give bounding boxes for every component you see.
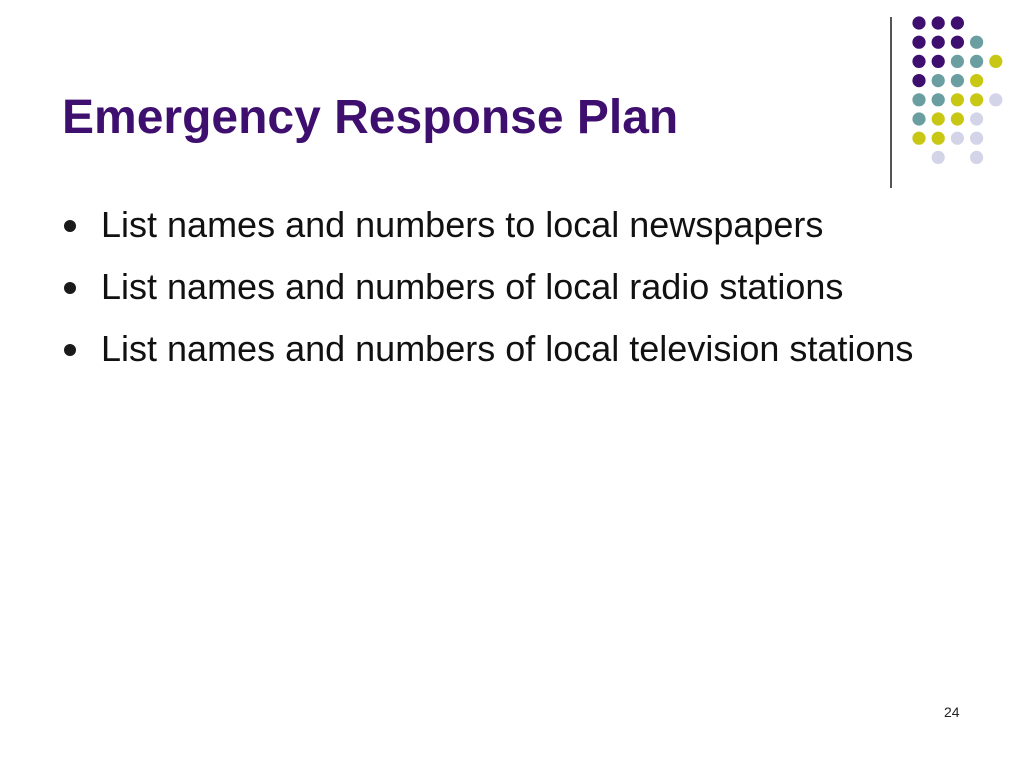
bullet-list (62, 200, 982, 386)
decorative-dot (912, 55, 925, 68)
bullet-text: List names and numbers of local radio stations (101, 266, 844, 307)
bullet-icon (64, 220, 76, 232)
decorative-dot (970, 151, 983, 164)
decorative-dot (912, 132, 925, 145)
decorative-dot (951, 55, 964, 68)
decorative-dot (951, 93, 964, 106)
bullet-text: List names and numbers of local television stations (101, 328, 914, 369)
decorative-dot (932, 151, 945, 164)
slide-title: Emergency Response Plan (62, 91, 679, 144)
bullet-icon (64, 344, 76, 356)
bullet-icon (64, 282, 76, 294)
decorative-dot (951, 132, 964, 145)
decorative-dot (932, 74, 945, 87)
decorative-dot (989, 55, 1002, 68)
decorative-dot (989, 93, 1002, 106)
decorative-dot (970, 132, 983, 145)
decorative-dot (912, 93, 925, 106)
decorative-dot (912, 112, 925, 125)
bullet-item (62, 324, 982, 374)
decorative-dot (951, 16, 964, 29)
decorative-dot (912, 36, 925, 49)
bullet-text: List names and numbers to local newspapers (101, 204, 824, 245)
decorative-dot (912, 74, 925, 87)
decorative-dot (932, 112, 945, 125)
bullet-item (62, 262, 982, 312)
slide-number: 24 (944, 704, 960, 720)
decorative-dot (912, 16, 925, 29)
decorative-dot (970, 74, 983, 87)
bullet-item (62, 200, 982, 250)
decorative-dot (970, 36, 983, 49)
vertical-divider (890, 17, 892, 188)
decorative-dot (932, 93, 945, 106)
decorative-dot (932, 55, 945, 68)
decorative-dot (951, 112, 964, 125)
decorative-dot (932, 36, 945, 49)
decorative-dot (970, 93, 983, 106)
decorative-dot (970, 112, 983, 125)
decorative-dot (932, 132, 945, 145)
decorative-dot (951, 74, 964, 87)
decorative-dot (932, 16, 945, 29)
decorative-dot (970, 55, 983, 68)
decorative-dot (951, 36, 964, 49)
